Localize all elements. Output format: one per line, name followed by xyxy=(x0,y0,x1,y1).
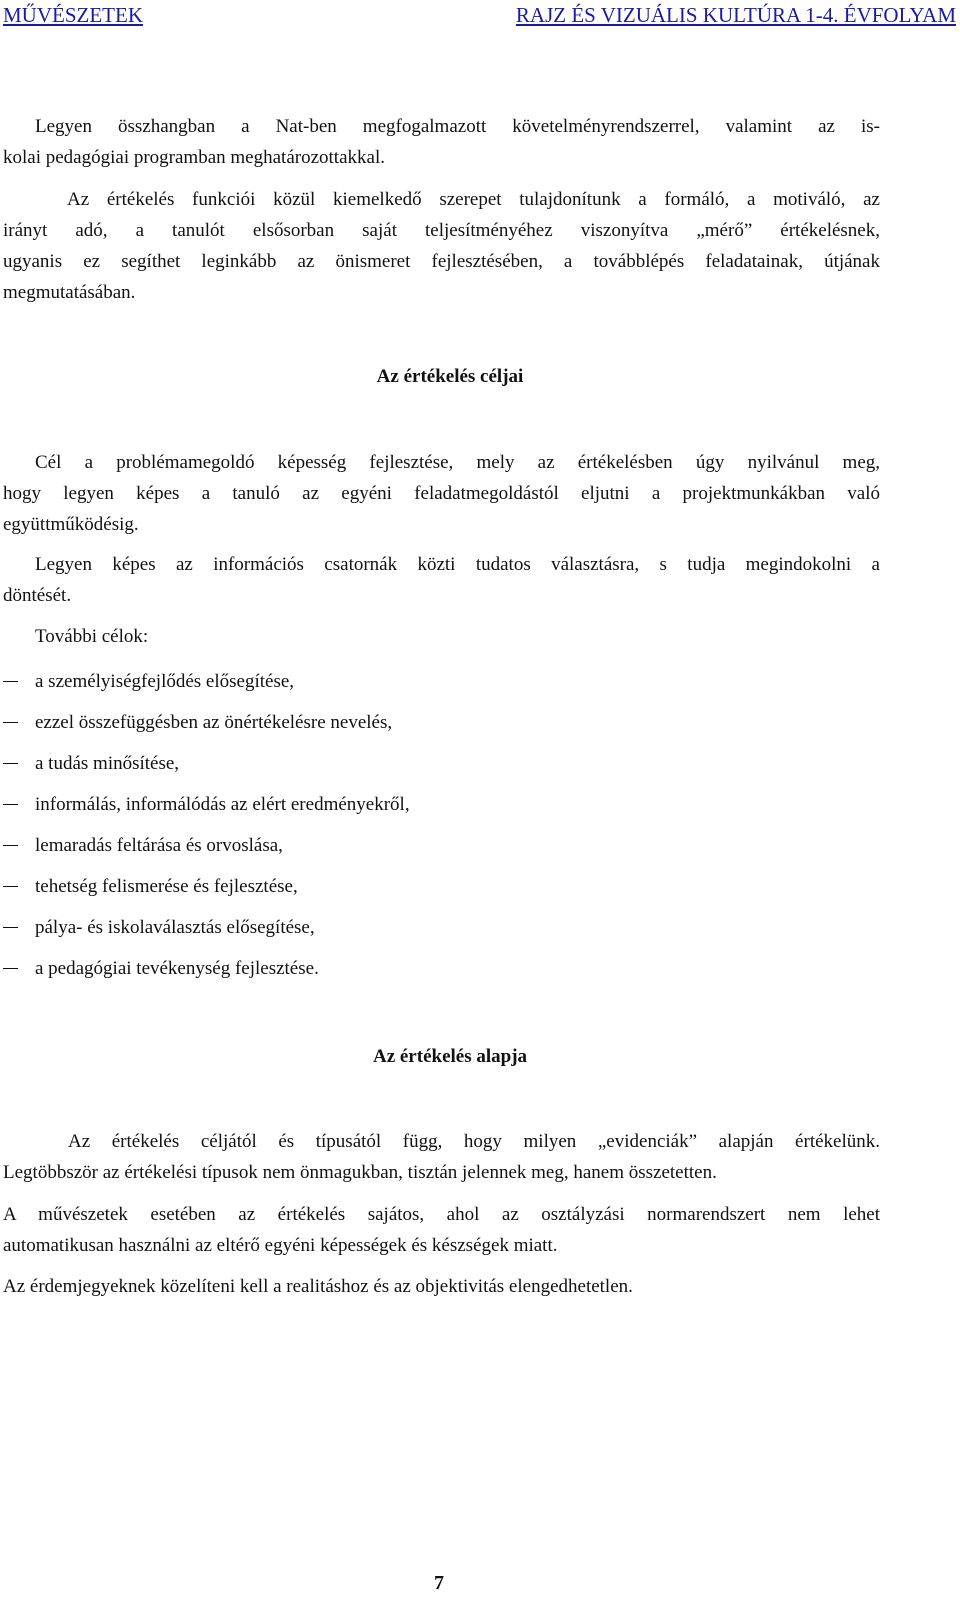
dash-bullet xyxy=(3,804,18,805)
text-line: kolai pedagógiai programban meghatározottakkal. xyxy=(3,147,385,168)
text-line: Az értékelés céljától és típusától függ, hogy milyen „evidenciák” alapján értékelünk. xyxy=(68,1131,880,1152)
dash-bullet xyxy=(3,845,18,846)
text-line: döntését. xyxy=(3,585,72,606)
list-item xyxy=(3,912,880,953)
list-item xyxy=(3,871,880,912)
list-item-text: a személyiségfejlődés elősegítése, xyxy=(35,671,295,692)
dash-bullet xyxy=(3,763,18,764)
goals-paragraph-2 xyxy=(3,549,880,611)
basis-paragraph-3: Az érdemjegyeknek közelíteni kell a realitáshoz és az objektivitás elengedhetetlen. xyxy=(3,1276,633,1297)
dash-bullet xyxy=(3,968,18,969)
text-line: automatikusan használni az eltérő egyéni képességek és készségek miatt. xyxy=(3,1235,558,1256)
list-item-text: ezzel összefüggésben az önértékelésre nevelés, xyxy=(35,712,393,733)
dash-bullet xyxy=(3,927,18,928)
page-header xyxy=(0,0,960,34)
goals-list xyxy=(3,666,880,994)
intro-paragraph-2 xyxy=(3,184,880,308)
page-number: 7 xyxy=(434,1572,444,1594)
dash-bullet xyxy=(3,681,18,682)
dash-bullet xyxy=(3,886,18,887)
list-item-text: pálya- és iskolaválasztás elősegítése, xyxy=(35,917,315,938)
list-item xyxy=(3,666,880,707)
header-right-link[interactable]: RAJZ ÉS VIZUÁLIS KULTÚRA 1-4. ÉVFOLYAM xyxy=(515,3,956,27)
list-item-text: informálás, informálódás az elért eredményekről, xyxy=(35,794,410,815)
text-line: Cél a problémamegoldó képesség fejlesztése, mely az értékelésben úgy nyilvánul meg, xyxy=(35,452,880,473)
text-line: Legyen összhangban a Nat-ben megfogalmazott követelményrendszerrel, valamint az is- xyxy=(35,116,880,137)
text-line: Az értékelés funkciói közül kiemelkedő szerepet tulajdonítunk a formáló, a motiváló, az xyxy=(67,189,880,210)
list-item-text: tehetség felismerése és fejlesztése, xyxy=(35,876,298,897)
basis-paragraph-2 xyxy=(3,1199,880,1261)
list-item xyxy=(3,748,880,789)
list-item-text: a pedagógiai tevékenység fejlesztése. xyxy=(35,958,319,979)
list-item xyxy=(3,707,880,748)
dash-bullet xyxy=(3,722,18,723)
text-line: Legtöbbször az értékelési típusok nem önmagukban, tisztán jelennek meg, hanem összetetten. xyxy=(3,1162,717,1183)
text-line: ugyanis ez segíthet leginkább az önismeret fejlesztésében, a továbblépés feladatainak, útjának xyxy=(3,251,880,272)
list-item-text: lemaradás feltárása és orvoslása, xyxy=(35,835,283,856)
basis-paragraph-1 xyxy=(3,1126,880,1188)
text-line: megmutatásában. xyxy=(3,282,136,303)
list-item xyxy=(3,789,880,830)
list-item xyxy=(3,953,880,994)
section-heading-goals: Az értékelés céljai xyxy=(376,366,524,387)
text-line: irányt adó, a tanulót elsősorban saját teljesítményéhez viszonyítva „mérő” értékelésnek, xyxy=(3,220,880,241)
text-line: hogy legyen képes a tanuló az egyéni feladatmegoldástól eljutni a projektmunkákban való xyxy=(3,483,880,504)
section-heading-basis: Az értékelés alapja xyxy=(372,1046,528,1067)
header-left-link[interactable]: MŰVÉSZETEK xyxy=(3,3,143,27)
text-line: együttműködésig. xyxy=(3,514,139,535)
text-line: A művészetek esetében az értékelés sajátos, ahol az osztályzási normarendszert nem lehet xyxy=(3,1204,880,1225)
text-line: Legyen képes az információs csatornák közti tudatos választásra, s tudja megindokolni a xyxy=(35,554,880,575)
list-item-text: a tudás minősítése, xyxy=(35,753,180,774)
intro-paragraph-1 xyxy=(3,111,880,173)
further-goals-label: További célok: xyxy=(35,626,149,647)
list-item xyxy=(3,830,880,871)
goals-paragraph-1 xyxy=(3,447,880,540)
